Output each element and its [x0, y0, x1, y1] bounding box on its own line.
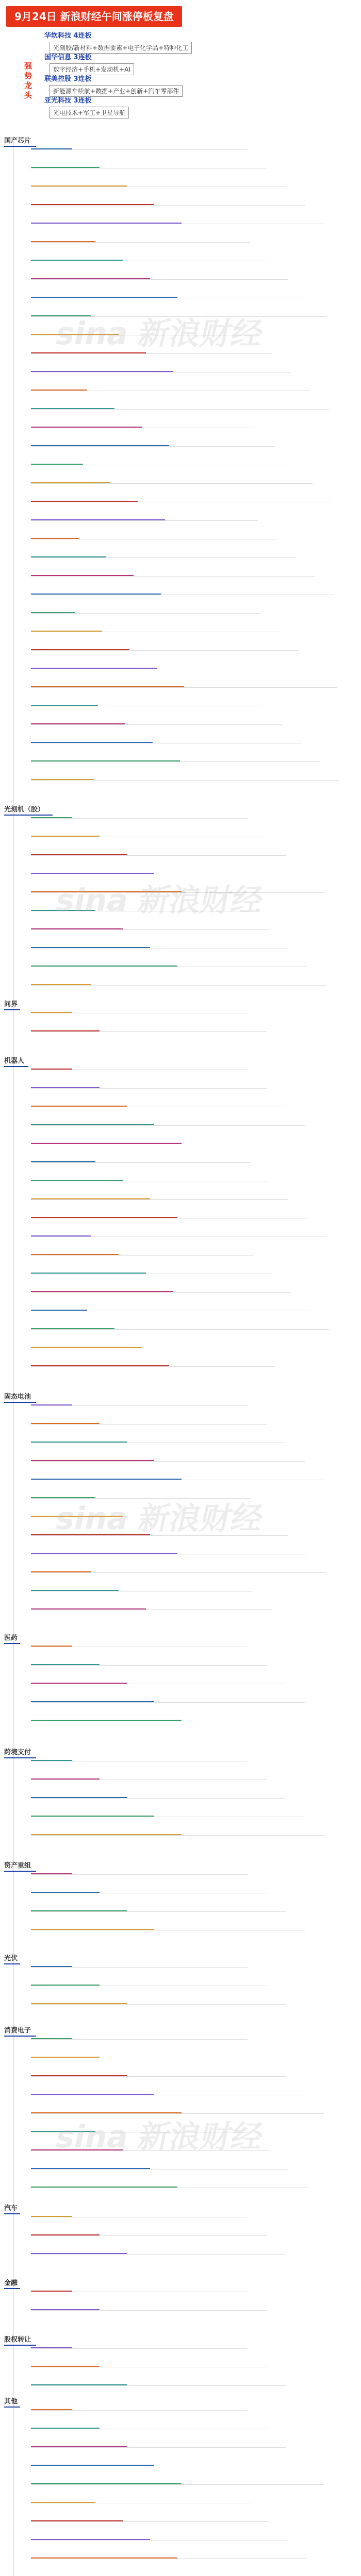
strong-trend-label: 强势龙头	[23, 62, 32, 101]
stock-colorbar	[31, 1910, 127, 1911]
category-heading	[4, 1391, 31, 1401]
stock-row	[31, 985, 326, 986]
category-heading	[4, 1953, 18, 1962]
title-banner: 9月24日 新浪财经午间涨停板复盘	[6, 6, 182, 27]
stock-colorbar	[31, 817, 72, 818]
category-name: 问界	[4, 1001, 18, 1008]
stock-colorbar	[31, 2539, 150, 2540]
category-heading	[4, 2202, 18, 2212]
stock-row	[31, 2004, 286, 2005]
stock-colorbar	[31, 2309, 100, 2310]
stock-colorbar	[31, 705, 98, 706]
watermark-text: sina 新浪财经	[52, 2119, 267, 2155]
stock-row	[31, 2076, 286, 2077]
stock-colorbar	[31, 2502, 95, 2503]
top-sector-name: 亚光科技 3连板	[44, 97, 92, 105]
category-underline	[4, 815, 53, 816]
top-sector-item	[44, 52, 134, 75]
category-underline	[4, 1402, 36, 1403]
category-heading	[4, 804, 44, 814]
stock-colorbar	[31, 1778, 100, 1780]
category-name: 光刻机（胶）	[4, 806, 45, 814]
stock-row	[31, 446, 274, 447]
stock-colorbar	[31, 1553, 177, 1554]
stock-colorbar	[31, 686, 184, 687]
stock-colorbar	[31, 1701, 154, 1702]
stock-row	[31, 1461, 305, 1462]
watermark-text: sina 新浪财经	[52, 316, 267, 352]
category-name: 医药	[4, 1634, 18, 1642]
stock-row	[31, 1798, 286, 1799]
stock-colorbar	[31, 519, 165, 520]
stock-row	[31, 687, 337, 688]
stock-row	[31, 1405, 248, 1406]
stock-colorbar	[31, 2446, 127, 2447]
stock-colorbar	[31, 408, 114, 409]
stock-row	[31, 855, 286, 856]
stock-row	[31, 1162, 250, 1163]
stock-row	[31, 1366, 274, 1367]
stock-colorbar	[31, 1442, 127, 1443]
stock-colorbar	[31, 427, 142, 428]
stock-colorbar	[31, 445, 169, 446]
stock-colorbar	[31, 278, 150, 279]
category-heading	[4, 2334, 31, 2344]
stock-colorbar	[31, 148, 72, 149]
stock-row	[31, 557, 296, 558]
stock-row	[31, 520, 258, 521]
stock-colorbar	[31, 1873, 72, 1874]
stock-colorbar	[31, 1124, 154, 1125]
stock-colorbar	[31, 1460, 154, 1461]
stock-colorbar	[31, 984, 91, 985]
stock-colorbar	[31, 649, 129, 650]
stock-row	[31, 576, 315, 577]
stock-colorbar	[31, 556, 106, 557]
top-sector-item	[44, 73, 183, 97]
stock-colorbar	[31, 1404, 72, 1405]
stock-row	[31, 1329, 329, 1330]
stock-colorbar	[31, 2168, 150, 2169]
stock-colorbar	[31, 1273, 146, 1274]
stock-colorbar	[31, 1161, 95, 1162]
stock-row	[31, 1702, 305, 1703]
stock-colorbar	[31, 1608, 146, 1609]
stock-colorbar	[31, 297, 177, 298]
stock-colorbar	[31, 668, 157, 669]
stock-colorbar	[31, 1106, 127, 1107]
category-underline	[4, 2406, 20, 2408]
category-name: 汽车	[4, 2205, 18, 2212]
category-heading	[4, 2025, 31, 2035]
stock-row	[31, 2254, 286, 2255]
stock-colorbar	[31, 1217, 177, 1218]
category-name: 其他	[4, 2398, 18, 2405]
stock-colorbar	[31, 1892, 100, 1893]
category-underline	[4, 1066, 28, 1067]
stock-colorbar	[31, 2038, 72, 2039]
stock-row	[31, 353, 272, 354]
category-heading	[4, 1747, 31, 1756]
category-heading	[4, 1860, 31, 1870]
category-name: 金融	[4, 2279, 18, 2287]
stock-colorbar	[31, 2520, 123, 2521]
stock-row	[31, 1665, 267, 1666]
stock-row	[31, 2447, 286, 2448]
stock-colorbar	[31, 1664, 100, 1665]
stock-colorbar	[31, 723, 125, 724]
stock-colorbar	[31, 1423, 100, 1424]
stock-row	[31, 780, 339, 781]
stock-row	[31, 1572, 326, 1573]
stock-colorbar	[31, 204, 154, 205]
stock-colorbar	[31, 2253, 127, 2254]
top-sector-name: 联美控股 3连板	[44, 75, 92, 83]
stock-colorbar	[31, 779, 94, 780]
category-underline	[4, 1757, 36, 1758]
stock-colorbar	[31, 482, 110, 483]
stock-colorbar	[31, 1365, 169, 1366]
category-underline	[4, 2288, 20, 2289]
stock-row	[31, 1292, 291, 1293]
category-underline	[4, 2036, 36, 2037]
stock-row	[31, 2484, 324, 2485]
stock-row	[31, 1088, 267, 1089]
stock-colorbar	[31, 1087, 100, 1088]
stock-colorbar	[31, 1479, 182, 1480]
stock-colorbar	[31, 501, 138, 502]
stock-colorbar	[31, 1328, 114, 1329]
stock-row	[31, 818, 248, 819]
stock-colorbar	[31, 1929, 154, 1930]
stock-row	[31, 2235, 267, 2236]
stock-row	[31, 761, 320, 762]
stock-colorbar	[31, 241, 95, 242]
stock-colorbar	[31, 1198, 150, 1199]
stock-row	[31, 483, 313, 484]
stock-colorbar	[31, 1347, 142, 1348]
top-sector-desc: 光刻胶/新材料+数据要素+电子化学品+特种化工	[50, 42, 192, 54]
watermark-text: sina 新浪财经	[52, 883, 267, 919]
category-name: 光伏	[4, 1955, 18, 1962]
stock-colorbar	[31, 760, 180, 761]
stock-colorbar	[31, 1760, 72, 1761]
stock-row	[31, 279, 288, 280]
watermark-text: sina 新浪财经	[52, 1501, 267, 1537]
category-heading	[4, 2277, 18, 2287]
stock-row	[31, 409, 329, 410]
stock-colorbar	[31, 1069, 72, 1070]
stock-colorbar	[31, 1590, 119, 1591]
category-name: 机器人	[4, 1057, 25, 1065]
stock-row	[31, 2558, 307, 2559]
stock-colorbar	[31, 2234, 100, 2235]
stock-colorbar	[31, 1310, 87, 1311]
stock-row	[31, 2385, 286, 2386]
top-sector-desc: 数字经济+手机+发动机+AI	[50, 63, 134, 75]
stock-colorbar	[31, 538, 79, 539]
stock-colorbar	[31, 836, 100, 837]
category-underline	[4, 1963, 20, 1964]
stock-colorbar	[31, 260, 123, 261]
stock-row	[31, 1609, 272, 1610]
category-underline	[4, 1643, 20, 1644]
category-underline	[4, 2213, 20, 2214]
stock-colorbar	[31, 1254, 119, 1255]
category-name: 跨境支付	[4, 1749, 31, 1756]
category-name: 资产重组	[4, 1862, 31, 1870]
category-underline	[4, 1009, 20, 1010]
stock-colorbar	[31, 2216, 72, 2217]
stock-colorbar	[31, 464, 83, 465]
stock-colorbar	[31, 2483, 182, 2484]
top-sector-item	[44, 30, 192, 54]
stock-row	[31, 613, 260, 614]
stock-colorbar	[31, 1720, 182, 1721]
stock-colorbar	[31, 928, 123, 929]
stock-row	[31, 1031, 267, 1032]
stock-row	[31, 149, 248, 150]
category-name: 国产芯片	[4, 137, 31, 145]
stock-colorbar	[31, 167, 100, 168]
category-name: 股权转让	[4, 2336, 31, 2344]
category-underline	[4, 146, 36, 147]
stock-colorbar	[31, 2057, 100, 2058]
stock-row	[31, 1874, 248, 1875]
stock-colorbar	[31, 575, 134, 576]
category-heading	[4, 1632, 18, 1642]
stock-colorbar	[31, 2366, 100, 2367]
stock-colorbar	[31, 2075, 127, 2076]
stock-colorbar	[31, 1683, 127, 1684]
stock-colorbar	[31, 1030, 100, 1031]
stock-row	[31, 1255, 253, 1256]
category-name: 消费电子	[4, 2027, 31, 2035]
stock-colorbar	[31, 2465, 154, 2466]
stock-row	[31, 2521, 269, 2522]
stock-colorbar	[31, 1235, 91, 1236]
stock-row	[31, 2039, 248, 2040]
stock-row	[31, 1424, 267, 1425]
stock-colorbar	[31, 2187, 177, 2188]
stock-colorbar	[31, 854, 127, 855]
stock-colorbar	[31, 947, 150, 948]
stock-row	[31, 1911, 286, 1912]
stock-colorbar	[31, 1646, 72, 1647]
stock-colorbar	[31, 612, 75, 613]
stock-row	[31, 2169, 288, 2170]
stock-colorbar	[31, 2409, 72, 2410]
stock-row	[31, 1125, 305, 1126]
top-sector-name: 华软科技 4连板	[44, 32, 92, 40]
stock-colorbar	[31, 389, 87, 391]
category-heading	[4, 2396, 18, 2405]
stock-colorbar	[31, 2384, 127, 2385]
category-underline	[4, 1871, 36, 1872]
stock-colorbar	[31, 2557, 177, 2558]
stock-colorbar	[31, 1012, 72, 1013]
stock-colorbar	[31, 1985, 100, 1986]
stock-row	[31, 1236, 326, 1237]
top-sector-name: 国华信息 3连板	[44, 54, 92, 61]
stock-colorbar	[31, 742, 153, 743]
stock-colorbar	[31, 873, 154, 874]
category-heading	[4, 1055, 24, 1065]
category-underline	[4, 2345, 36, 2346]
stock-row	[31, 242, 250, 243]
top-sector-item	[44, 95, 129, 118]
stock-row	[31, 2410, 248, 2411]
stock-colorbar	[31, 1143, 182, 1144]
stock-colorbar	[31, 223, 182, 224]
stock-colorbar	[31, 2347, 72, 2348]
top-sector-desc: 新能源车续航+数据+产业+创新+汽车零部件	[50, 85, 183, 97]
stock-row	[31, 929, 269, 930]
stock-row	[31, 2310, 267, 2311]
stock-colorbar	[31, 2003, 127, 2004]
top-sector-desc: 光电技术+军工+卫星导航	[50, 107, 129, 118]
stock-colorbar	[31, 1291, 173, 1292]
stock-colorbar	[31, 1180, 123, 1181]
stock-row	[31, 1967, 248, 1968]
stock-colorbar	[31, 2428, 100, 2429]
category-heading	[4, 998, 18, 1008]
stock-colorbar	[31, 1966, 72, 1967]
stock-colorbar	[31, 185, 127, 187]
category-heading	[4, 135, 31, 145]
stock-colorbar	[31, 631, 102, 632]
stock-colorbar	[31, 1571, 91, 1572]
stock-row	[31, 205, 305, 206]
stock-colorbar	[31, 965, 177, 967]
stock-row	[31, 724, 282, 725]
stock-row	[31, 650, 299, 651]
stock-colorbar	[31, 2094, 154, 2095]
stock-colorbar	[31, 1797, 127, 1798]
stock-colorbar	[31, 2291, 72, 2292]
stock-colorbar	[31, 371, 173, 372]
stock-row	[31, 1199, 288, 1200]
stock-colorbar	[31, 594, 161, 595]
category-name: 固态电池	[4, 1393, 31, 1401]
stock-row	[31, 2348, 248, 2349]
stock-colorbar	[31, 1816, 154, 1817]
stock-colorbar	[31, 1834, 182, 1835]
stock-row	[31, 1835, 324, 1836]
